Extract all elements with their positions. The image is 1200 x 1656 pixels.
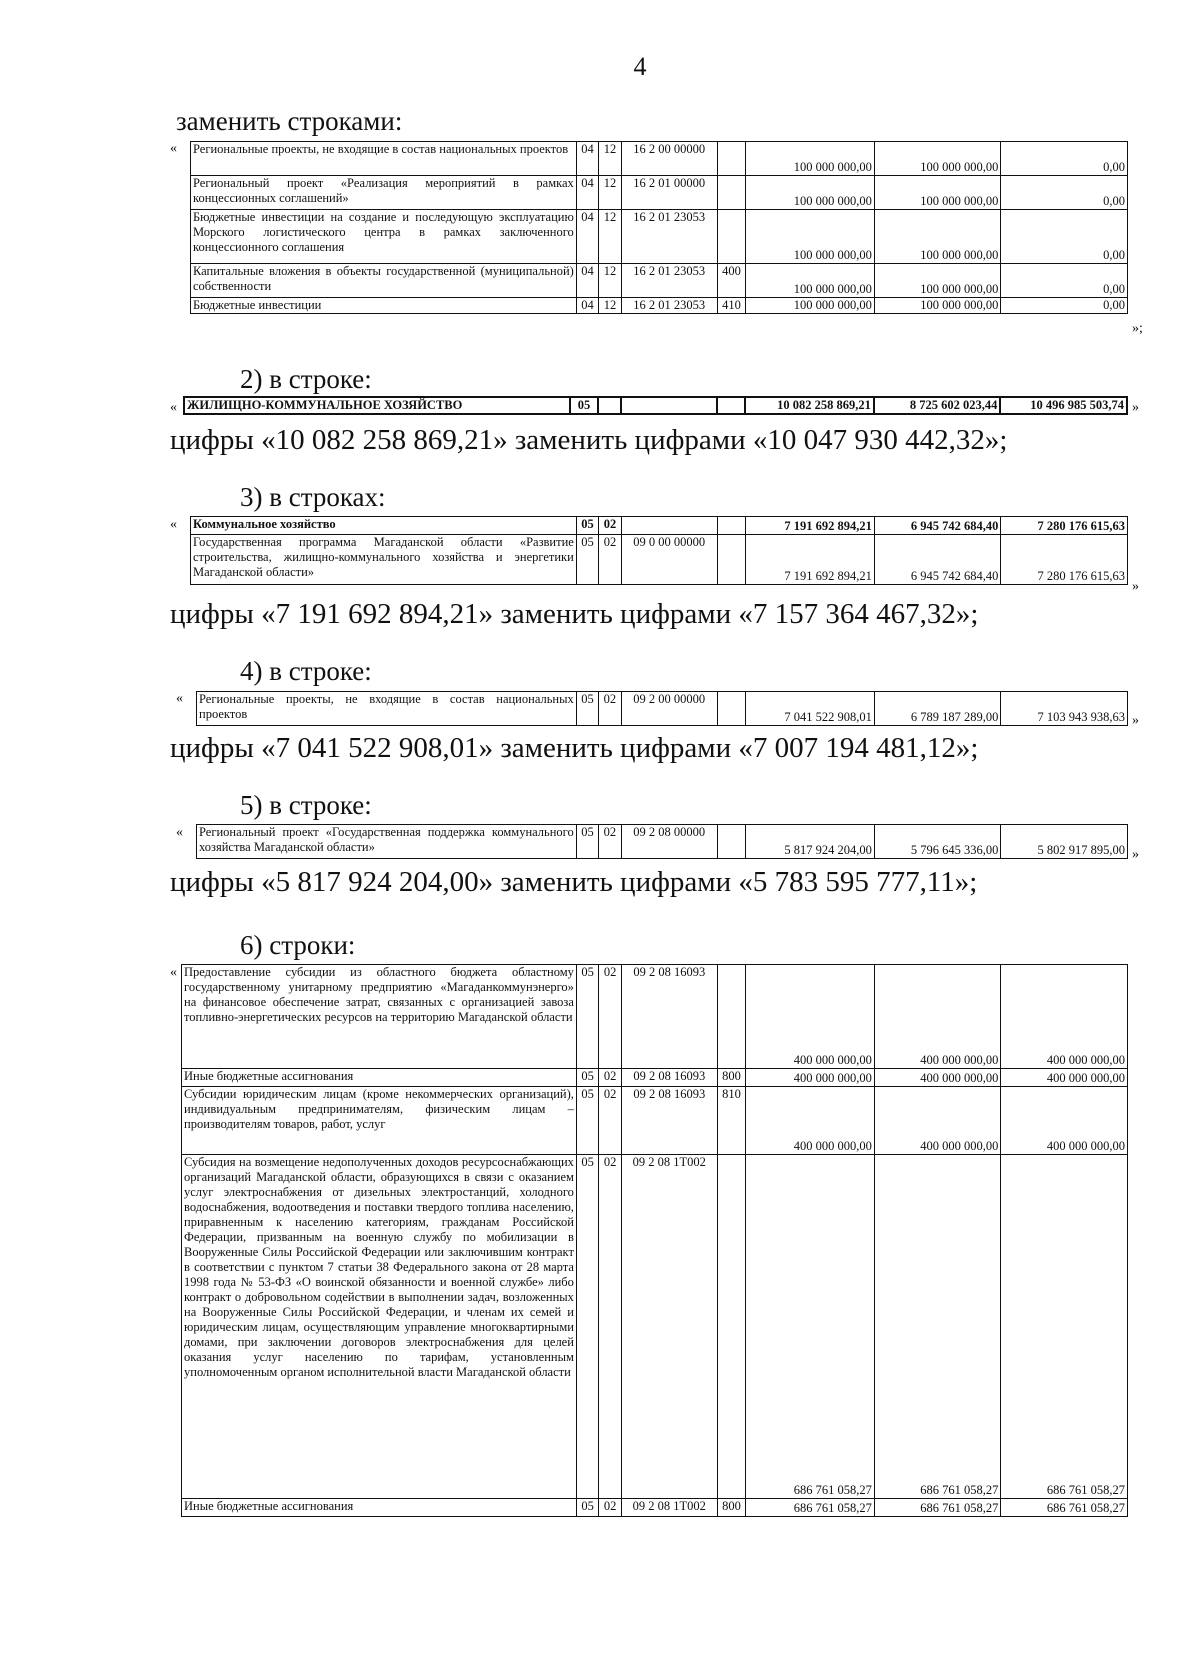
- row-vr: 400: [717, 264, 746, 298]
- table-row: [191, 176, 1128, 210]
- section2-table: [183, 396, 1128, 415]
- row-vr: [717, 397, 746, 414]
- row-name: Коммунальное хозяйство: [191, 517, 577, 535]
- section2-instruction: цифры «10 082 258 869,21» заменить цифрами «10 047 930 442,32»;: [170, 424, 1008, 456]
- row-csr: 09 2 08 16093: [621, 965, 717, 1069]
- section3-heading: 3) в строках:: [240, 482, 386, 512]
- section2-heading: 2) в строке:: [240, 364, 372, 394]
- section3-open-quote: «: [170, 517, 177, 532]
- row-value-3: 686 761 058,27: [1001, 1499, 1128, 1517]
- row-pr: 02: [599, 517, 621, 535]
- table-row: [191, 210, 1128, 264]
- section1-heading: заменить строками:: [176, 106, 403, 136]
- row-rz: 04: [576, 264, 598, 298]
- row-value-3: 5 802 917 895,00: [1001, 825, 1128, 859]
- row-rz: 05: [576, 535, 598, 585]
- row-value-2: 5 796 645 336,00: [874, 825, 1001, 859]
- row-name: Региональные проекты, не входящие в состав национальных проектов: [191, 142, 577, 176]
- section3-instruction: цифры «7 191 692 894,21» заменить цифрами «7 157 364 467,32»;: [170, 598, 979, 630]
- row-rz: 05: [576, 825, 598, 859]
- row-name: Региональный проект «Реализация мероприятий в рамках концессионных соглашений»: [191, 176, 577, 210]
- row-name: Бюджетные инвестиции: [191, 298, 577, 314]
- table-row: [182, 965, 1128, 1069]
- row-value-2: 686 761 058,27: [874, 1155, 1001, 1499]
- row-value-1: 7 191 692 894,21: [746, 517, 875, 535]
- row-rz: 04: [576, 142, 598, 176]
- row-vr: 410: [717, 298, 746, 314]
- row-value-2: 100 000 000,00: [874, 298, 1001, 314]
- row-pr: 12: [599, 210, 621, 264]
- row-value-3: 686 761 058,27: [1001, 1155, 1128, 1499]
- row-name: Региональные проекты, не входящие в состав национальных проектов: [197, 692, 577, 726]
- row-vr: [717, 965, 746, 1069]
- row-value-1: 100 000 000,00: [746, 264, 875, 298]
- section2-open-quote: «: [170, 400, 177, 415]
- row-vr: 810: [717, 1087, 746, 1155]
- row-vr: [717, 692, 746, 726]
- table-row: [191, 142, 1128, 176]
- row-name: Предоставление субсидии из областного бюджета областному государственному унитарному предприятию «Магаданкоммунэнерго» на финансовое обеспечение затрат, связанных с организацией завоза топливно-энергетических ресурсов на территорию Магаданской области: [182, 965, 577, 1069]
- row-rz: 04: [576, 176, 598, 210]
- row-vr: [717, 535, 746, 585]
- section5-instruction: цифры «5 817 924 204,00» заменить цифрами «5 783 595 777,11»;: [170, 866, 978, 898]
- table-row: [197, 825, 1128, 859]
- row-csr: 09 2 08 00000: [621, 825, 717, 859]
- row-csr: 09 2 00 00000: [621, 692, 717, 726]
- row-value-2: 400 000 000,00: [874, 1069, 1001, 1087]
- table-row: [182, 1499, 1128, 1517]
- row-name: Региональный проект «Государственная поддержка коммунального хозяйства Магаданской области»: [197, 825, 577, 859]
- row-value-3: 10 496 985 503,74: [1000, 397, 1127, 414]
- row-vr: [717, 142, 746, 176]
- section1-close-quote: »;: [1132, 321, 1143, 336]
- row-value-3: 0,00: [1001, 210, 1128, 264]
- section5-table: [196, 824, 1128, 859]
- row-value-2: 6 789 187 289,00: [874, 692, 1001, 726]
- row-vr: [717, 1155, 746, 1499]
- row-pr: 02: [599, 1069, 621, 1087]
- row-pr: 12: [599, 176, 621, 210]
- table-row: [184, 397, 1127, 414]
- section6-heading: 6) строки:: [240, 930, 356, 960]
- row-csr: 16 2 00 00000: [621, 142, 717, 176]
- section4-table: [196, 691, 1128, 726]
- section1-open-quote: «: [170, 141, 177, 156]
- row-value-3: 0,00: [1001, 264, 1128, 298]
- row-value-2: 100 000 000,00: [874, 176, 1001, 210]
- row-value-1: 100 000 000,00: [746, 176, 875, 210]
- row-value-2: 6 945 742 684,40: [874, 517, 1001, 535]
- row-csr: [621, 517, 717, 535]
- row-csr: 09 0 00 00000: [621, 535, 717, 585]
- table-row: [182, 1087, 1128, 1155]
- section5-open-quote: «: [176, 825, 183, 840]
- row-name: Иные бюджетные ассигнования: [182, 1069, 577, 1087]
- row-value-1: 686 761 058,27: [746, 1155, 875, 1499]
- row-value-2: 6 945 742 684,40: [874, 535, 1001, 585]
- table-row: [191, 517, 1128, 535]
- row-value-3: 0,00: [1001, 142, 1128, 176]
- row-pr: 02: [599, 1087, 621, 1155]
- row-value-1: 686 761 058,27: [746, 1499, 875, 1517]
- row-csr: 09 2 08 16093: [621, 1069, 717, 1087]
- row-value-3: 0,00: [1001, 298, 1128, 314]
- section5-heading: 5) в строке:: [240, 790, 372, 820]
- row-rz: 05: [576, 1155, 598, 1499]
- row-rz: 05: [576, 965, 598, 1069]
- section3-close-quote: »: [1132, 579, 1139, 594]
- row-name: Бюджетные инвестиции на создание и последующую эксплуатацию Морского логистического центра в рамках заключенного концессионного соглашения: [191, 210, 577, 264]
- row-vr: [717, 517, 746, 535]
- row-value-1: 400 000 000,00: [746, 965, 875, 1069]
- row-vr: 800: [717, 1499, 746, 1517]
- row-rz: 05: [570, 397, 599, 414]
- row-pr: 02: [599, 535, 621, 585]
- row-value-1: 100 000 000,00: [746, 298, 875, 314]
- section6-open-quote: «: [170, 965, 177, 980]
- row-value-3: 0,00: [1001, 176, 1128, 210]
- row-pr: 02: [599, 1155, 621, 1499]
- row-value-2: 100 000 000,00: [874, 210, 1001, 264]
- row-value-1: 7 191 692 894,21: [746, 535, 875, 585]
- table-row: [191, 535, 1128, 585]
- row-csr: 09 2 08 16093: [621, 1087, 717, 1155]
- row-vr: 800: [717, 1069, 746, 1087]
- row-value-2: 100 000 000,00: [874, 264, 1001, 298]
- row-rz: 05: [576, 1069, 598, 1087]
- table-row: [191, 298, 1128, 314]
- row-value-1: 7 041 522 908,01: [746, 692, 875, 726]
- row-pr: 12: [599, 298, 621, 314]
- row-value-3: 400 000 000,00: [1001, 1069, 1128, 1087]
- table-row: [182, 1069, 1128, 1087]
- row-value-3: 400 000 000,00: [1001, 965, 1128, 1069]
- row-value-1: 10 082 258 869,21: [745, 397, 874, 414]
- row-rz: 05: [576, 692, 598, 726]
- row-value-3: 7 280 176 615,63: [1001, 517, 1128, 535]
- row-value-3: 400 000 000,00: [1001, 1087, 1128, 1155]
- row-vr: [717, 176, 746, 210]
- row-csr: 16 2 01 00000: [621, 176, 717, 210]
- row-pr: 12: [599, 142, 621, 176]
- row-pr: 02: [599, 1499, 621, 1517]
- row-csr: 16 2 01 23053: [621, 298, 717, 314]
- row-vr: [717, 210, 746, 264]
- row-pr: 12: [599, 264, 621, 298]
- section3-table: [190, 516, 1128, 585]
- row-value-1: 5 817 924 204,00: [746, 825, 875, 859]
- row-name: ЖИЛИЩНО-КОММУНАЛЬНОЕ ХОЗЯЙСТВО: [184, 397, 570, 414]
- section5-close-quote: »: [1132, 847, 1139, 862]
- table-row: [191, 264, 1128, 298]
- row-pr: 02: [599, 965, 621, 1069]
- section6-table: [181, 964, 1128, 1517]
- section2-close-quote: »: [1132, 400, 1139, 415]
- row-value-3: 7 280 176 615,63: [1001, 535, 1128, 585]
- row-pr: 02: [599, 692, 621, 726]
- row-value-2: 100 000 000,00: [874, 142, 1001, 176]
- row-name: Субсидии юридическим лицам (кроме некоммерческих организаций), индивидуальным предпринимателям, физическим лицам – производителям товаров, работ, услуг: [182, 1087, 577, 1155]
- section4-instruction: цифры «7 041 522 908,01» заменить цифрами «7 007 194 481,12»;: [170, 732, 979, 764]
- row-value-2: 8 725 602 023,44: [874, 397, 1001, 414]
- row-name: Иные бюджетные ассигнования: [182, 1499, 577, 1517]
- row-csr: 09 2 08 1Т002: [621, 1155, 717, 1499]
- row-value-1: 100 000 000,00: [746, 210, 875, 264]
- row-rz: 04: [576, 298, 598, 314]
- row-value-1: 400 000 000,00: [746, 1069, 875, 1087]
- table-row: [197, 692, 1128, 726]
- page-number: 4: [633, 52, 647, 81]
- section4-heading: 4) в строке:: [240, 656, 372, 686]
- row-csr: 16 2 01 23053: [621, 210, 717, 264]
- row-rz: 05: [576, 1087, 598, 1155]
- row-rz: 05: [576, 517, 598, 535]
- row-rz: 04: [576, 210, 598, 264]
- row-pr: 02: [599, 825, 621, 859]
- row-csr: [621, 397, 717, 414]
- row-value-2: 686 761 058,27: [874, 1499, 1001, 1517]
- row-vr: [717, 825, 746, 859]
- row-pr: [598, 397, 620, 414]
- row-csr: 09 2 08 1Т002: [621, 1499, 717, 1517]
- section1-table: [190, 141, 1128, 314]
- row-name: Капитальные вложения в объекты государственной (муниципальной) собственности: [191, 264, 577, 298]
- table-row: [182, 1155, 1128, 1499]
- row-value-2: 400 000 000,00: [874, 965, 1001, 1069]
- section4-open-quote: «: [176, 691, 183, 706]
- row-name: Субсидия на возмещение недополученных доходов ресурсоснабжающих организаций Магаданской области, образующихся в связи с оказанием услуг электроснабжения от дизельных электростанций, холодного водоснабжения, водоотведения и поставки твердого топлива населению, приравненным к населению категориям, гражданам Российской Федерации, призванным на военную службу по мобилизации в Вооруженные Силы Российской Федерации или заключившим контракт в соответствии с пунктом 7 статьи 38 Федерального закона от 28 марта 1998 года № 53-ФЗ «О воинской обязанности и военной службе» либо контракт о добровольном содействии в выполнении задач, возложенных на Вооруженные Силы Российской Федерации, и членам их семей и юридическим лицам, осуществляющим управление многоквартирными домами, при заключении договоров электроснабжения для целей оказания услуг населению по тарифам, установленным уполномоченным органом исполнительной власти Магаданской области: [182, 1155, 577, 1499]
- row-rz: 05: [576, 1499, 598, 1517]
- row-value-1: 100 000 000,00: [746, 142, 875, 176]
- row-value-1: 400 000 000,00: [746, 1087, 875, 1155]
- row-csr: 16 2 01 23053: [621, 264, 717, 298]
- row-name: Государственная программа Магаданской области «Развитие строительства, жилищно-коммунального хозяйства и энергетики Магаданской области»: [191, 535, 577, 585]
- row-value-3: 7 103 943 938,63: [1001, 692, 1128, 726]
- section4-close-quote: »: [1132, 713, 1139, 728]
- row-value-2: 400 000 000,00: [874, 1087, 1001, 1155]
